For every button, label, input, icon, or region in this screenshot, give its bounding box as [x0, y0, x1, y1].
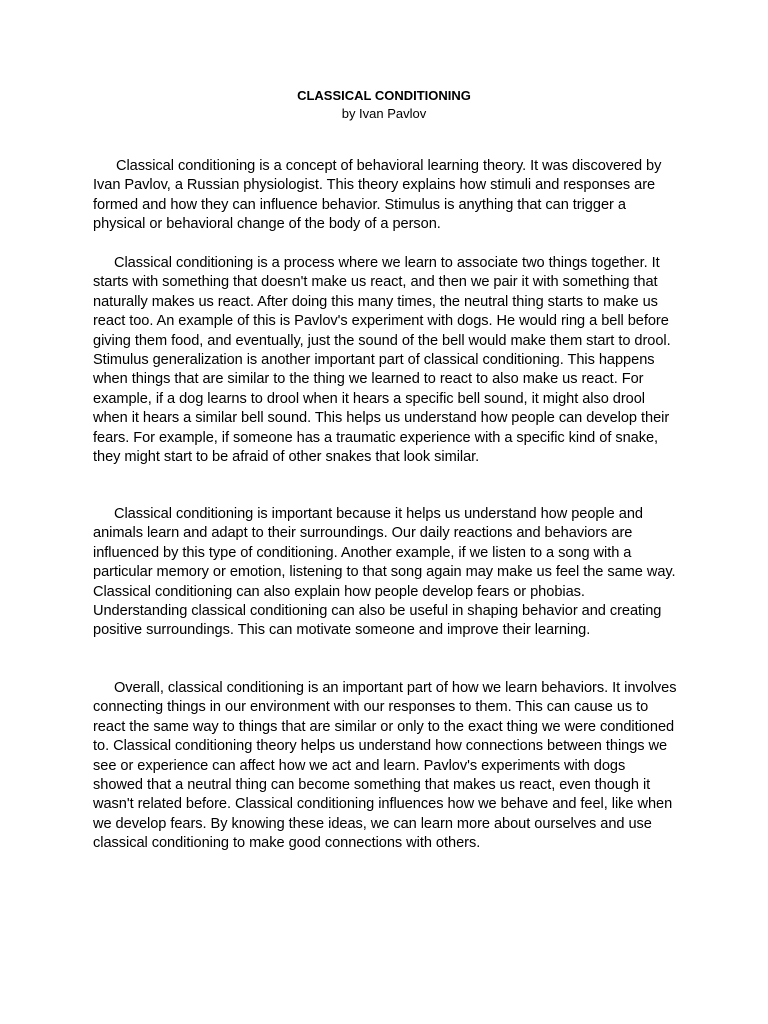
paragraph-conclusion: Overall, classical conditioning is an important part of how we learn behaviors. It involves connecting things in our environment with our responses to them. This can cause us to react the same way to things that are similar or only to the exact thing we were conditioned to. Classical conditioning theory helps us understand how connections between things we see or experience can affect how we act and learn. Pavlov's experiments with dogs showed that a neutral thing can become something that makes us react, even though it wasn't related before. Classical conditioning influences how we behave and feel, like when we develop fears. By knowing these ideas, we can learn more about ourselves and use classical conditioning to make good connections with others. [93, 680, 677, 852]
document-title: CLASSICAL CONDITIONING [297, 88, 471, 103]
paragraph-introduction: Classical conditioning is a concept of behavioral learning theory. It was discovered by Ivan Pavlov, a Russian physiologist. This theory explains how stimuli and responses are formed and how they can influence behavior. Stimulus is anything that can trigger a physical or behavioral change of the body of a person. [93, 158, 662, 233]
paragraph-importance: Classical conditioning is important because it helps us understand how people and animals learn and adapt to their surroundings. Our daily reactions and behaviors are influenced by this type of conditioning. Another example, if we listen to a song with a particular memory or emotion, listening to that song again may make us feel the same way. Classical conditioning can also explain how people develop fears or phobias. Understanding classical conditioning can also be useful in shaping behavior and creating positive surroundings. This can motivate someone and improve their learning. [93, 506, 676, 639]
document-byline: by Ivan Pavlov [341, 106, 427, 121]
paragraph-process: Classical conditioning is a process where we learn to associate two things together. It starts with something that doesn't make us react, and then we pair it with something that naturally makes us react. After doing this many times, the neutral thing starts to make us react too. An example of this is Pavlov's experiment with dogs. He would ring a bell before giving them food, and eventually, just the sound of the bell would make them start to drool. Stimulus generalization is another important part of classical conditioning. This happens when things that are similar to the thing we learned to react to also make us react. For example, if a dog learns to drool when it hears a specific bell sound, it might also drool when it hears a similar bell sound. This helps us understand how people can develop their fears. For example, if someone has a traumatic experience with a specific kind of snake, they might start to be afraid of other snakes that look similar. [93, 255, 671, 466]
